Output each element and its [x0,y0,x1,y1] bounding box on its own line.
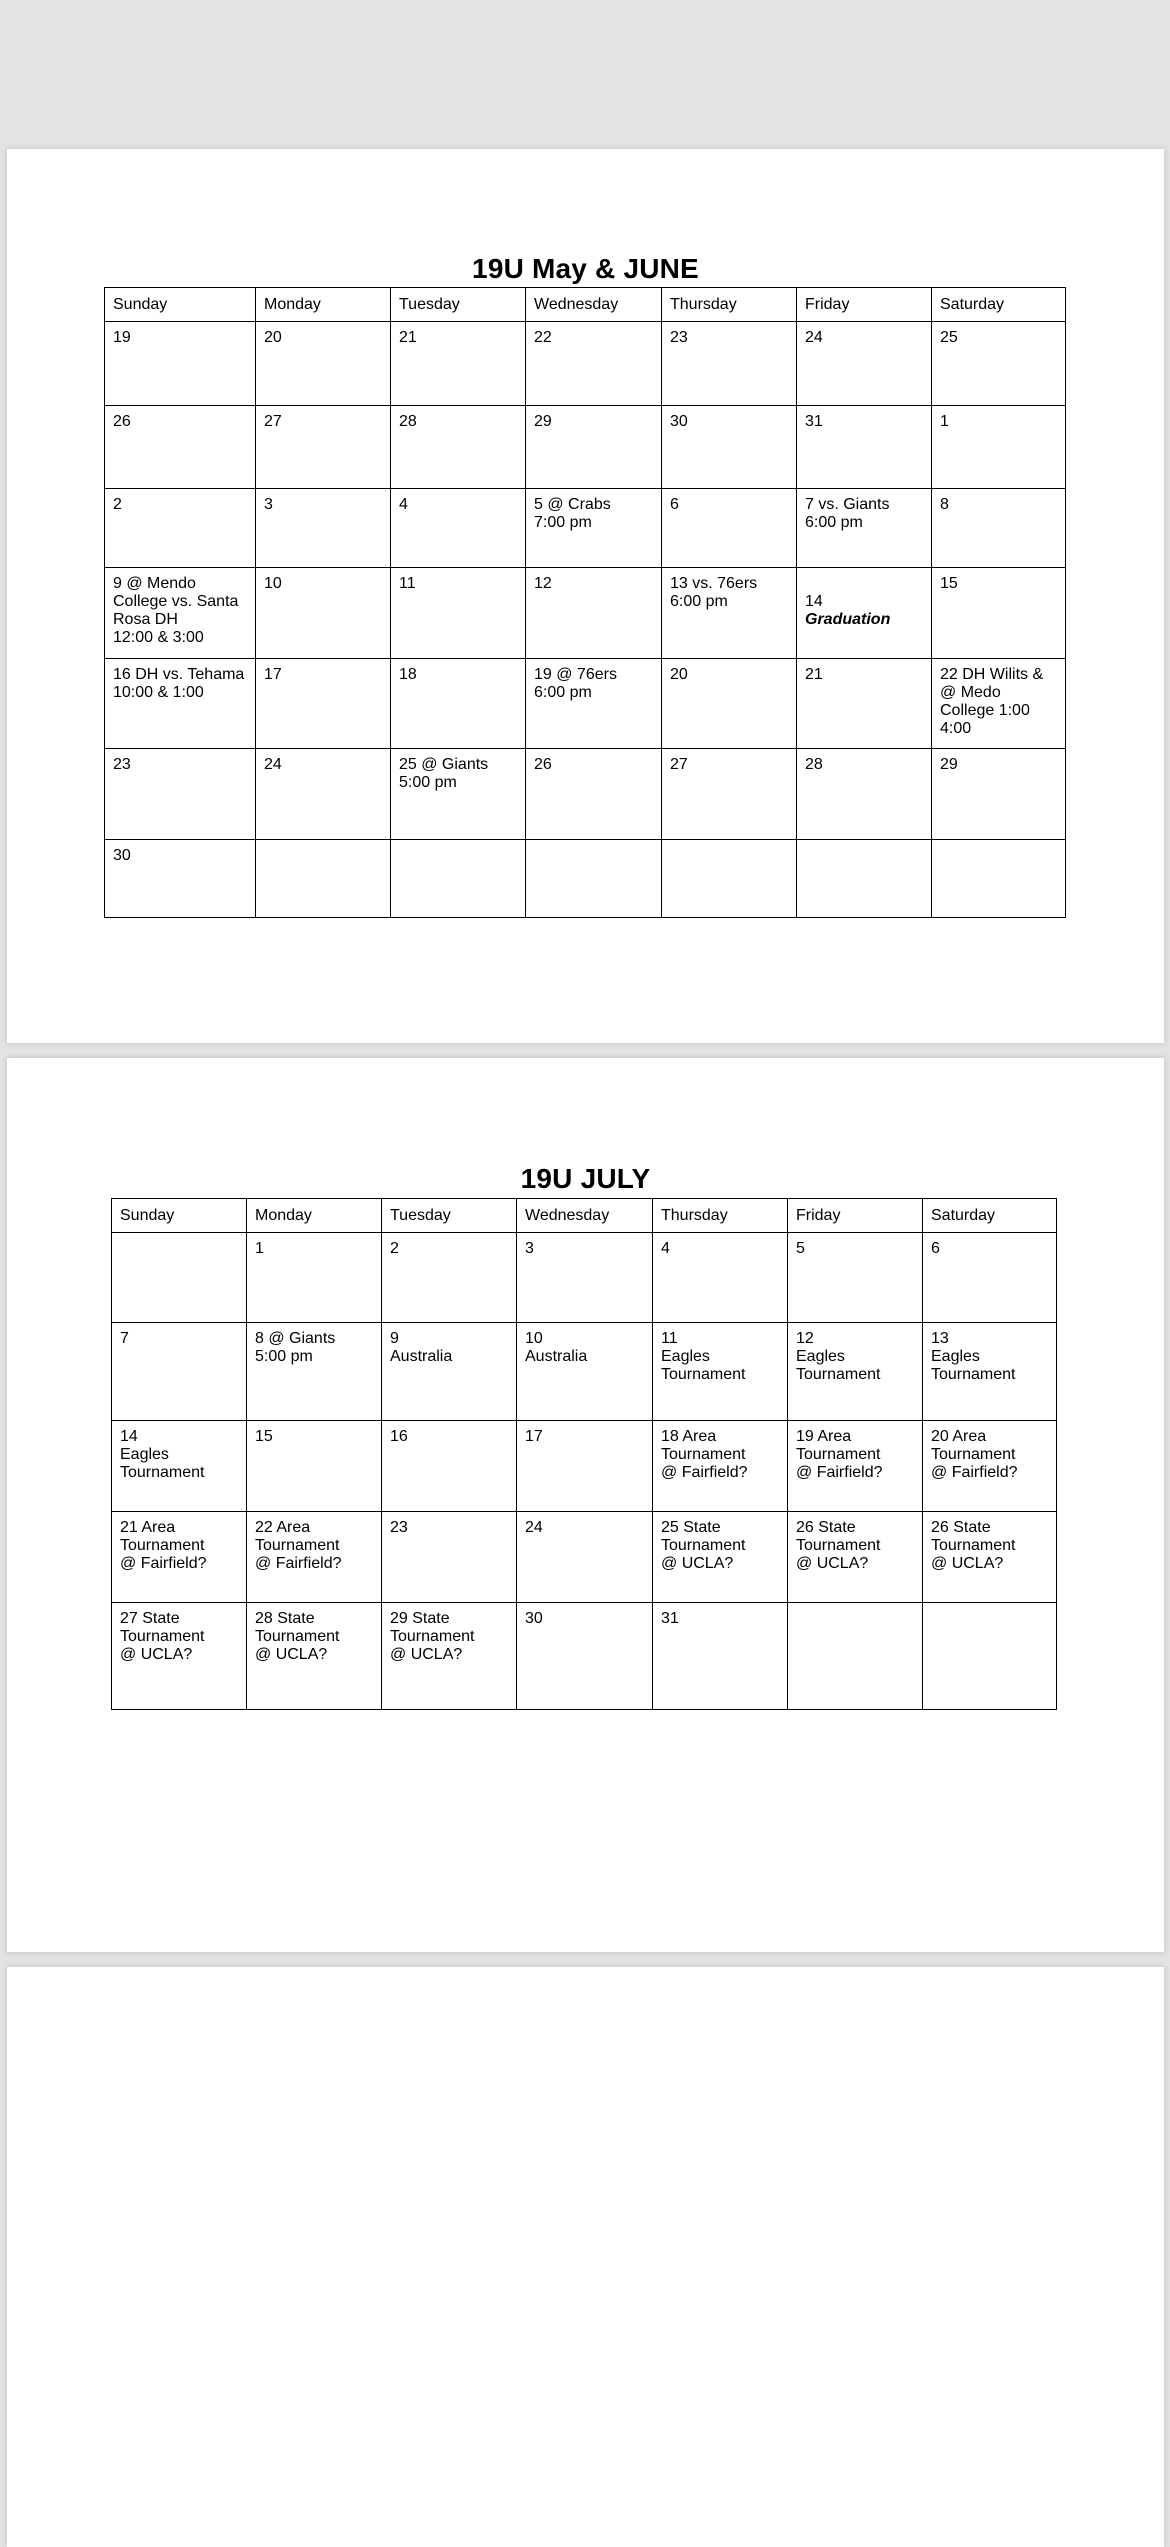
day-cell: 26 State Tournament @ UCLA? [788,1512,923,1603]
day-cell: 30 [517,1603,653,1710]
calendar-week-row [105,749,1066,840]
day-cell: 25 [932,322,1066,406]
day-cell: 22 DH Wilits & @ Medo College 1:00 4:00 [932,659,1066,749]
day-cell: 16 [382,1421,517,1512]
calendar-title-may-june: 19U May & JUNE [472,253,699,284]
day-cell [788,1603,923,1710]
day-cell: 5 [788,1233,923,1323]
day-cell: 29 State Tournament @ UCLA? [382,1603,517,1710]
day-cell: 31 [797,406,932,489]
document-page-2 [7,1058,1164,1952]
day-number: 14 [805,593,823,610]
day-cell: 8 [932,489,1066,568]
calendar-week-row [112,1421,1057,1512]
day-cell: 20 [662,659,797,749]
day-header: Wednesday [526,288,662,322]
day-cell [391,840,526,918]
day-header: Tuesday [382,1199,517,1233]
day-cell: 30 [105,840,256,918]
day-cell: 28 State Tournament @ UCLA? [247,1603,382,1710]
day-cell: 29 [526,406,662,489]
day-header: Sunday [105,288,256,322]
day-cell: 25 @ Giants 5:00 pm [391,749,526,840]
day-cell: 18 Area Tournament @ Fairfield? [653,1421,788,1512]
day-cell: 6 [662,489,797,568]
day-cell: 26 [526,749,662,840]
day-cell: 7 [112,1323,247,1421]
day-cell: 23 [662,322,797,406]
day-cell [662,840,797,918]
day-cell: 20 [256,322,391,406]
day-header: Saturday [923,1199,1057,1233]
day-cell: 28 [797,749,932,840]
day-cell: 26 [105,406,256,489]
calendar-header-row [112,1199,1057,1233]
day-cell: 1 [247,1233,382,1323]
day-cell: 22 Area Tournament @ Fairfield? [247,1512,382,1603]
day-header: Monday [256,288,391,322]
day-cell: 2 [382,1233,517,1323]
day-header: Wednesday [517,1199,653,1233]
day-header: Monday [247,1199,382,1233]
calendar-week-row [105,840,1066,918]
calendar-week-row [105,568,1066,659]
day-cell: 10 [256,568,391,659]
day-cell: 24 [517,1512,653,1603]
day-header: Saturday [932,288,1066,322]
document-page-1 [7,149,1164,1043]
graduation-note: Graduation [805,611,891,628]
day-cell: 22 [526,322,662,406]
day-cell: 27 [256,406,391,489]
day-cell [797,840,932,918]
day-cell: 5 @ Crabs 7:00 pm [526,489,662,568]
day-cell: 18 [391,659,526,749]
day-cell: 13 Eagles Tournament [923,1323,1057,1421]
calendar-table-july [111,1198,1057,1710]
document-page-3 [7,1967,1164,2547]
day-cell-graduation [797,568,932,659]
day-cell: 2 [105,489,256,568]
day-cell: 3 [517,1233,653,1323]
day-cell: 13 vs. 76ers 6:00 pm [662,568,797,659]
calendar-week-row [105,406,1066,489]
calendar-title-july: 19U JULY [520,1163,651,1194]
calendar-week-row [105,489,1066,568]
day-cell: 4 [391,489,526,568]
day-header: Friday [788,1199,923,1233]
day-header: Thursday [662,288,797,322]
day-cell: 23 [105,749,256,840]
day-cell: 20 Area Tournament @ Fairfield? [923,1421,1057,1512]
day-cell: 24 [256,749,391,840]
day-cell: 11 Eagles Tournament [653,1323,788,1421]
calendar-table-may-june [104,287,1066,918]
day-cell: 17 [256,659,391,749]
day-cell [526,840,662,918]
day-header: Thursday [653,1199,788,1233]
day-cell [112,1233,247,1323]
day-header: Sunday [112,1199,247,1233]
calendar-week-row [112,1323,1057,1421]
day-cell: 17 [517,1421,653,1512]
day-cell: 11 [391,568,526,659]
day-header: Tuesday [391,288,526,322]
day-cell: 21 Area Tournament @ Fairfield? [112,1512,247,1603]
day-cell: 31 [653,1603,788,1710]
day-cell: 19 Area Tournament @ Fairfield? [788,1421,923,1512]
day-cell: 27 State Tournament @ UCLA? [112,1603,247,1710]
day-cell: 3 [256,489,391,568]
day-cell [923,1603,1057,1710]
day-cell: 19 [105,322,256,406]
calendar-week-row [105,322,1066,406]
day-cell: 9 Australia [382,1323,517,1421]
day-cell: 6 [923,1233,1057,1323]
calendar-week-row [112,1512,1057,1603]
day-cell: 23 [382,1512,517,1603]
day-cell: 16 DH vs. Tehama 10:00 & 1:00 [105,659,256,749]
day-cell: 15 [247,1421,382,1512]
day-header: Friday [797,288,932,322]
day-cell: 30 [662,406,797,489]
day-cell: 29 [932,749,1066,840]
day-cell: 12 [526,568,662,659]
day-cell [256,840,391,918]
day-cell: 28 [391,406,526,489]
day-cell: 9 @ Mendo College vs. Santa Rosa DH 12:00 & 3:00 [105,568,256,659]
day-cell: 7 vs. Giants 6:00 pm [797,489,932,568]
day-cell: 8 @ Giants 5:00 pm [247,1323,382,1421]
day-cell: 24 [797,322,932,406]
day-cell: 4 [653,1233,788,1323]
calendar-header-row [105,288,1066,322]
day-cell: 15 [932,568,1066,659]
day-cell: 27 [662,749,797,840]
day-cell: 21 [797,659,932,749]
day-cell [932,840,1066,918]
day-cell: 25 State Tournament @ UCLA? [653,1512,788,1603]
day-cell: 1 [932,406,1066,489]
day-cell: 12 Eagles Tournament [788,1323,923,1421]
day-cell: 26 State Tournament @ UCLA? [923,1512,1057,1603]
day-cell: 14 Eagles Tournament [112,1421,247,1512]
day-cell: 21 [391,322,526,406]
calendar-week-row [112,1233,1057,1323]
calendar-week-row [105,659,1066,749]
day-cell: 10 Australia [517,1323,653,1421]
calendar-week-row [112,1603,1057,1710]
day-cell: 19 @ 76ers 6:00 pm [526,659,662,749]
